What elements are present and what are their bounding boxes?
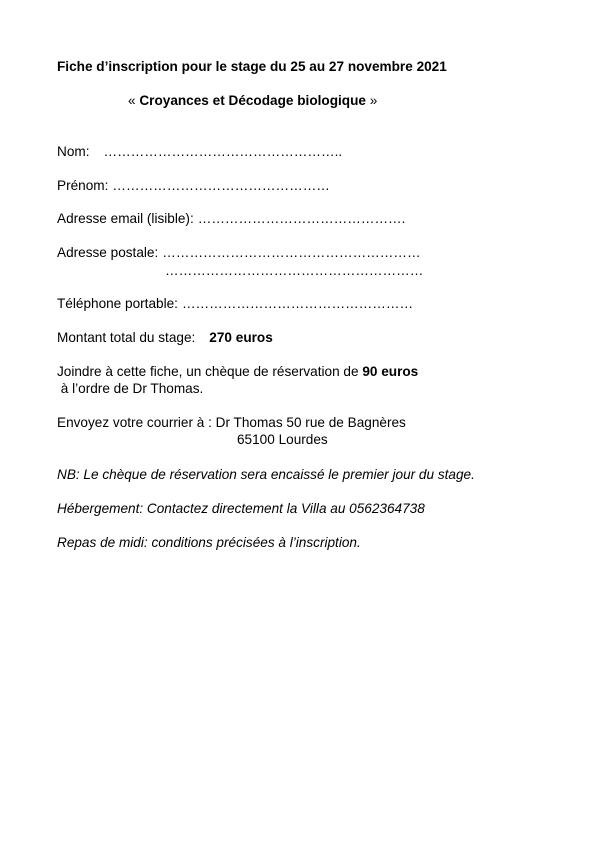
course-name: Croyances et Décodage biologique <box>139 93 366 108</box>
join-line-2: à l’ordre de Dr Thomas. <box>57 381 204 396</box>
postal-blank-1[interactable]: ………………………………………………… <box>162 245 421 260</box>
send-line-2: 65100 Lourdes <box>237 432 328 447</box>
nom-field <box>57 144 342 160</box>
send-line-1: Envoyez votre courrier à : Dr Thomas 50 rue de Bagnères <box>57 415 406 430</box>
email-field <box>57 211 405 227</box>
nom-blank[interactable]: …………………………………………….. <box>103 144 343 159</box>
quote-open: « <box>128 93 140 108</box>
join-line-1 <box>57 364 418 380</box>
deposit-amount: 90 euros <box>362 364 419 379</box>
course-subtitle <box>128 93 377 109</box>
join-text: Joindre à cette fiche, un chèque de réservation de <box>57 364 363 379</box>
phone-blank[interactable]: …………………………………………… <box>181 296 414 311</box>
total-label: Montant total du stage: <box>57 330 196 345</box>
postal-label: Adresse postale: <box>57 245 159 260</box>
postal-field <box>57 245 421 261</box>
prenom-field <box>57 178 330 194</box>
total-line <box>57 330 273 346</box>
email-blank[interactable]: ………………………………………. <box>197 211 406 226</box>
prenom-blank[interactable]: ………………………………………… <box>112 178 330 193</box>
prenom-label: Prénom: <box>57 178 109 193</box>
meal-note: Repas de midi: conditions précisées à l’inscription. <box>57 535 361 550</box>
quote-close: » <box>365 93 378 108</box>
postal-blank-2[interactable]: ………………………………………………… <box>165 263 424 278</box>
lodging-note: Hébergement: Contactez directement la Villa au 0562364738 <box>57 501 425 516</box>
nb-note: NB: Le chèque de réservation sera encaissé le premier jour du stage. <box>57 467 475 482</box>
phone-field <box>57 296 413 312</box>
total-amount: 270 euros <box>209 330 273 345</box>
phone-label: Téléphone portable: <box>57 296 178 311</box>
email-label: Adresse email (lisible): <box>57 211 194 226</box>
nom-label: Nom: <box>57 144 90 159</box>
form-title: Fiche d’inscription pour le stage du 25 au 27 novembre 2021 <box>57 59 447 74</box>
